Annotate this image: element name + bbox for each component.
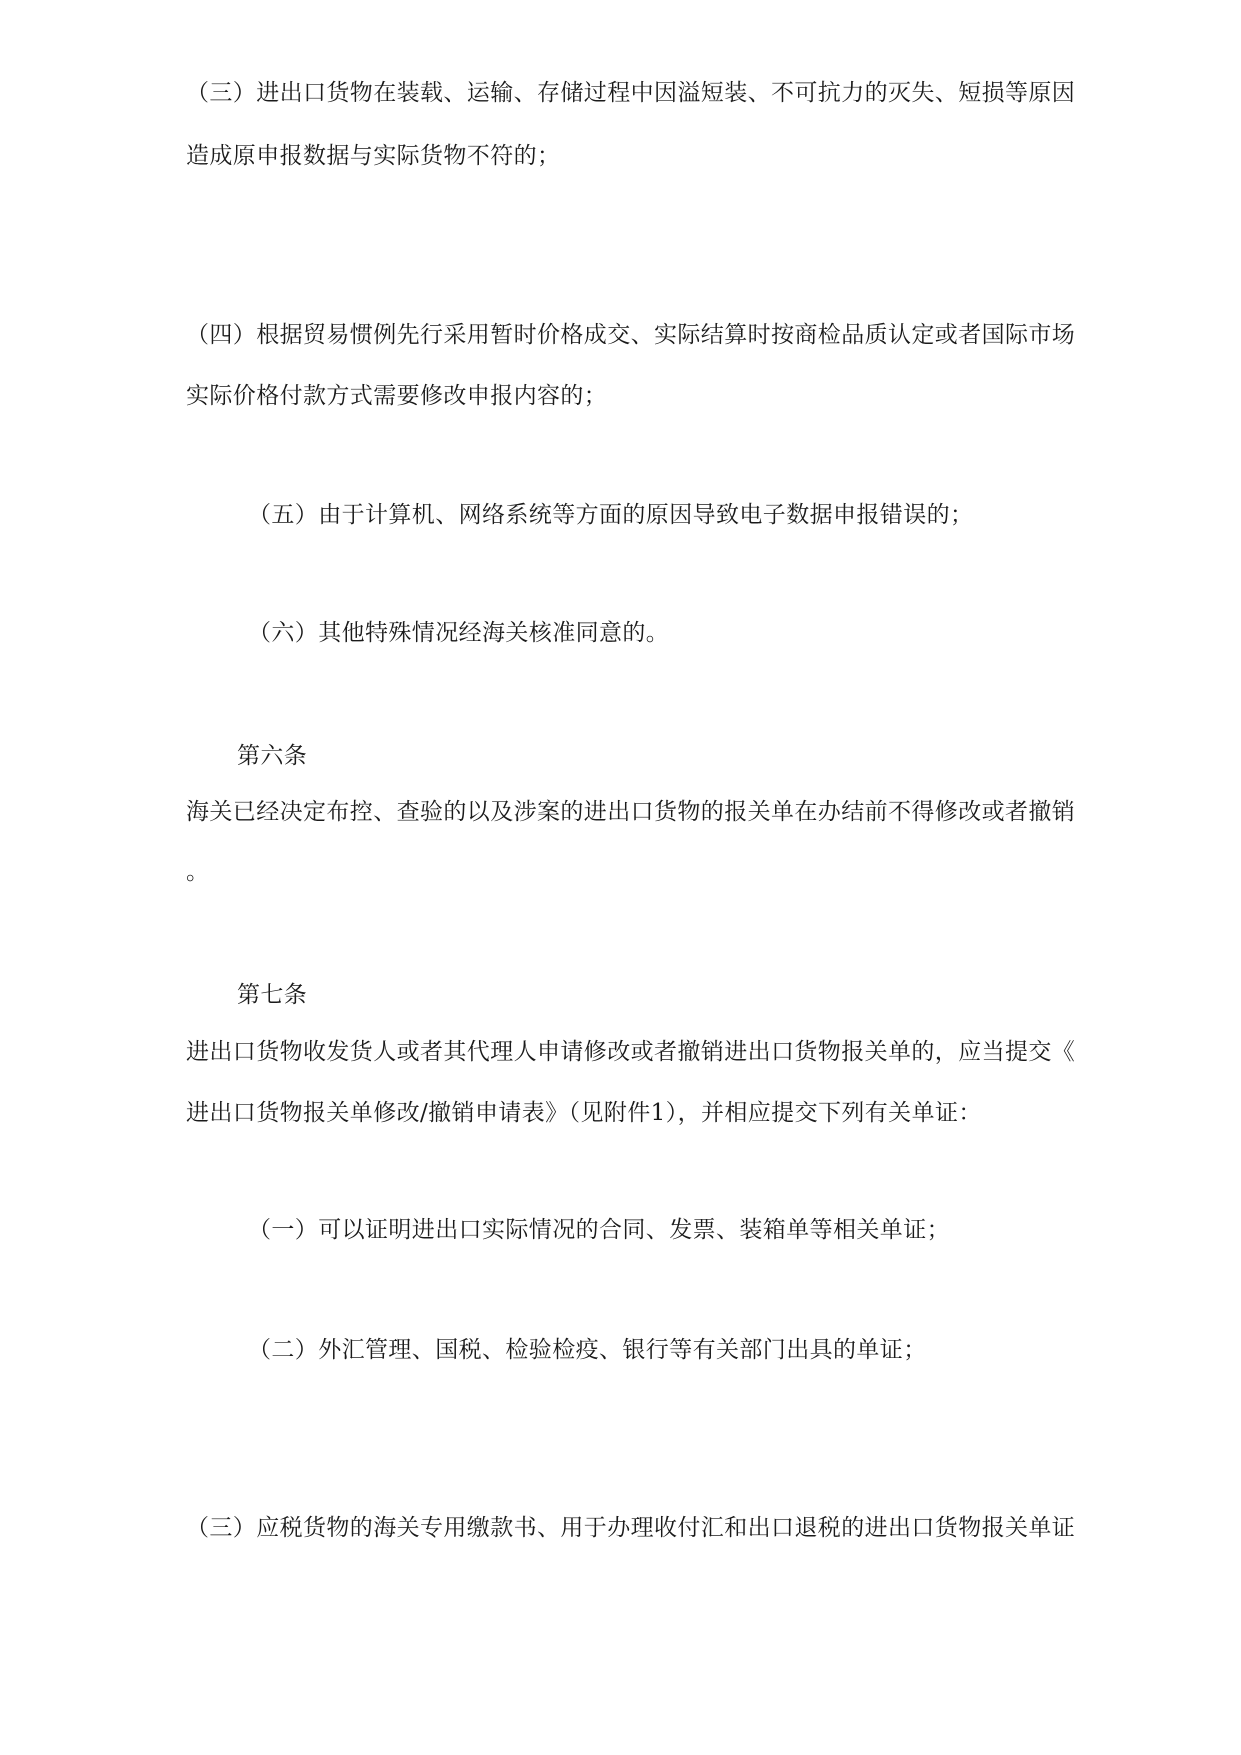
article-7-heading: 第七条 <box>237 982 308 1008</box>
item-2: （二）外汇管理、国税、检验检疫、银行等有关部门出具的单证； <box>248 1337 927 1363</box>
paragraph-3-line-1: （三）进出口货物在装载、运输、存储过程中因溢短装、不可抗力的灭失、短损等原因 <box>186 80 1076 106</box>
paragraph-4-line-2: 实际价格付款方式需要修改申报内容的； <box>186 383 608 409</box>
item-3: （三）应税货物的海关专用缴款书、用于办理收付汇和出口退税的进出口货物报关单证 <box>186 1515 1076 1541</box>
article-7-line-1: 进出口货物收发货人或者其代理人申请修改或者撤销进出口货物报关单的，应当提交《 <box>186 1039 1076 1065</box>
paragraph-3-line-2: 造成原申报数据与实际货物不符的； <box>186 143 561 169</box>
article-7-line-2: 进出口货物报关单修改/撤销申请表》（见附件1），并相应提交下列有关单证： <box>186 1100 982 1126</box>
article-6-heading: 第六条 <box>237 743 308 769</box>
item-1: （一）可以证明进出口实际情况的合同、发票、装箱单等相关单证； <box>248 1217 950 1243</box>
paragraph-5: （五）由于计算机、网络系统等方面的原因导致电子数据申报错误的； <box>248 502 974 528</box>
paragraph-6: （六）其他特殊情况经海关核准同意的。 <box>248 620 670 646</box>
paragraph-4-line-1: （四）根据贸易惯例先行采用暂时价格成交、实际结算时按商检品质认定或者国际市场 <box>186 322 1076 348</box>
article-6-line-2: 。 <box>186 859 210 885</box>
article-6-line-1: 海关已经决定布控、查验的以及涉案的进出口货物的报关单在办结前不得修改或者撤销 <box>186 799 1076 825</box>
